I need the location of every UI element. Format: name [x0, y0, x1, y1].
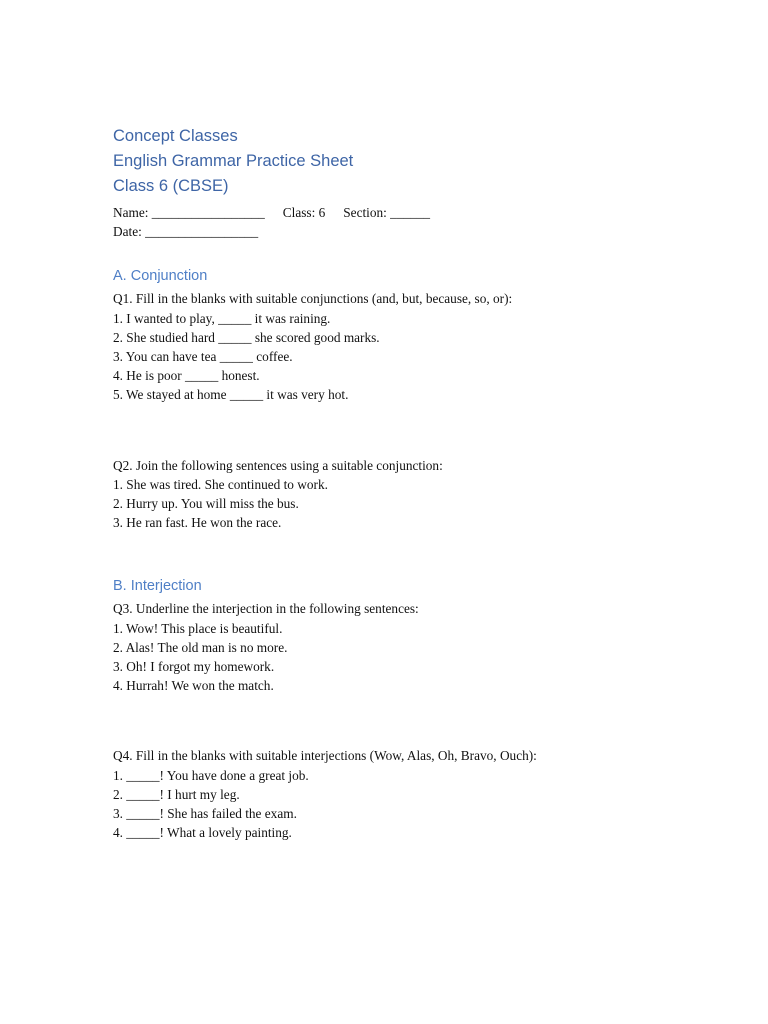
date-field: Date: _________________ [113, 224, 259, 240]
list-item: 4. Hurrah! We won the match. [113, 678, 274, 694]
list-item: 2. _____! I hurt my leg. [113, 786, 240, 802]
list-item: 3. Oh! I forgot my homework. [113, 659, 275, 675]
name-field: Name: _________________ [113, 205, 265, 220]
section-b-heading: B. Interjection [113, 578, 202, 595]
info-row-name [113, 203, 713, 222]
question-prompt: Q2. Join the following sentences using a suitable conjunction: [113, 457, 443, 473]
list-item: 3. He ran fast. He won the race. [113, 515, 282, 531]
list-item: 1. I wanted to play, _____ it was raining. [113, 310, 331, 326]
question-1 [113, 289, 713, 404]
worksheet-content [113, 124, 713, 842]
list-item: 1. Wow! This place is beautiful. [113, 620, 283, 636]
list-item: 3. You can have tea _____ coffee. [113, 349, 293, 365]
section-a-heading: A. Conjunction [113, 268, 208, 285]
question-4 [113, 746, 713, 842]
institute-title: Concept Classes [113, 127, 238, 145]
list-item: 4. He is poor _____ honest. [113, 368, 260, 384]
list-item: 4. _____! What a lovely painting. [113, 825, 292, 841]
sheet-title: English Grammar Practice Sheet [113, 152, 354, 170]
question-2 [113, 456, 713, 533]
question-prompt: Q4. Fill in the blanks with suitable interjections (Wow, Alas, Oh, Bravo, Ouch): [113, 748, 537, 764]
question-prompt: Q1. Fill in the blanks with suitable conjunctions (and, but, because, so, or): [113, 291, 513, 307]
list-item: 3. _____! She has failed the exam. [113, 806, 297, 822]
section-field: Section: ______ [343, 205, 431, 220]
list-item: 2. She studied hard _____ she scored good marks. [113, 329, 380, 345]
list-item: 2. Alas! The old man is no more. [113, 639, 288, 655]
list-item: 1. She was tired. She continued to work. [113, 476, 328, 492]
question-prompt: Q3. Underline the interjection in the following sentences: [113, 601, 419, 617]
list-item: 5. We stayed at home _____ it was very hot. [113, 387, 349, 403]
student-info [113, 203, 713, 241]
list-item: 1. _____! You have done a great job. [113, 767, 309, 783]
question-3 [113, 599, 713, 695]
list-item: 2. Hurry up. You will miss the bus. [113, 496, 299, 512]
class-field: Class: 6 [282, 205, 326, 220]
class-title: Class 6 (CBSE) [113, 177, 229, 195]
